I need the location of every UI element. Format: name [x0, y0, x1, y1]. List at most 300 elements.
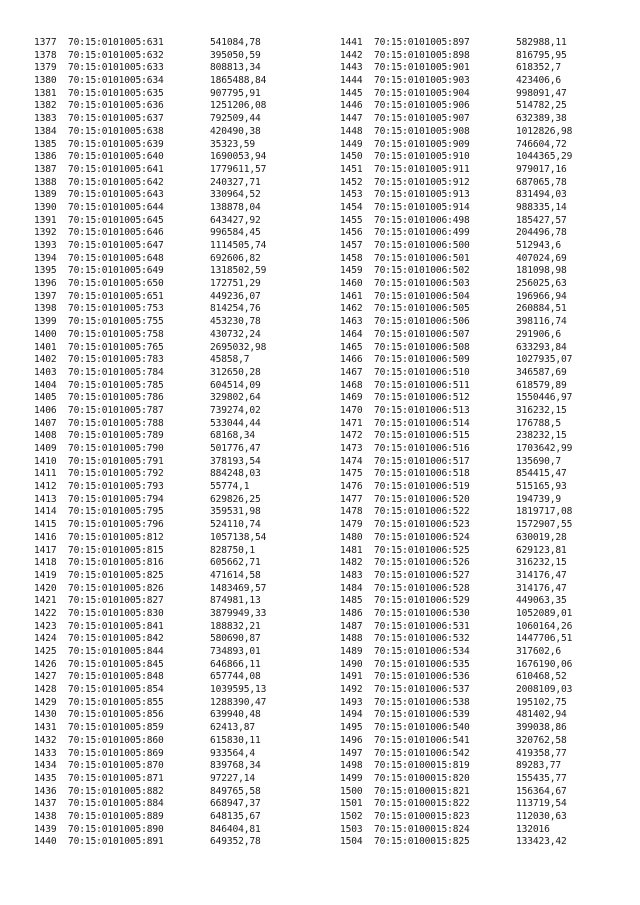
table-row: [34, 405, 310, 418]
cadastral-value: 582988,11: [516, 37, 567, 48]
cadastral-value: 849765,58: [210, 785, 261, 797]
table-row: [340, 633, 616, 646]
row-number: 1419: [34, 569, 57, 581]
cadastral-number: 70:15:0101005:783: [68, 354, 164, 366]
table-row: [34, 557, 310, 570]
row-number: 1488: [340, 633, 363, 645]
table-row: [340, 202, 616, 215]
table-row: [34, 329, 310, 342]
row-number: 1408: [34, 430, 57, 442]
cadastral-number: 70:15:0101005:912: [374, 176, 470, 188]
cadastral-number: 70:15:0101005:830: [68, 607, 164, 619]
table-row: [340, 760, 616, 773]
cadastral-value: 739274,02: [210, 404, 261, 416]
row-number: 1477: [340, 493, 363, 505]
row-number: 1464: [340, 328, 363, 340]
cadastral-value: 633293,84: [516, 341, 567, 353]
row-number: 1422: [34, 607, 57, 619]
cadastral-number: 70:15:0101006:498: [374, 214, 470, 226]
table-row: [34, 342, 310, 355]
cadastral-number: 70:15:0101005:753: [68, 303, 164, 315]
table-row: [34, 151, 310, 164]
table-row: [340, 468, 616, 481]
table-row: [340, 557, 616, 570]
cadastral-number: 70:15:0101006:510: [374, 366, 470, 378]
cadastral-value: 314176,47: [516, 582, 567, 594]
cadastral-number: 70:15:0101006:499: [374, 227, 470, 239]
cadastral-number: 70:15:0101005:651: [68, 290, 164, 302]
cadastral-number: 70:15:0101005:859: [68, 722, 164, 734]
table-row: [340, 519, 616, 532]
table-row: [34, 697, 310, 710]
table-row: [34, 671, 310, 684]
table-row: [340, 126, 616, 139]
table-row: [34, 773, 310, 786]
cadastral-number: 70:15:0101006:540: [374, 722, 470, 734]
cadastral-value: 998091,47: [516, 87, 567, 99]
row-number: 1383: [34, 113, 57, 125]
table-row: [340, 506, 616, 519]
table-row: [340, 177, 616, 190]
table-row: [34, 760, 310, 773]
row-number: 1451: [340, 163, 363, 175]
cadastral-value: 1114505,74: [210, 240, 267, 251]
cadastral-value: 1039595,13: [210, 684, 267, 696]
cadastral-value: 979017,16: [516, 163, 567, 175]
cadastral-number: 70:15:0101005:788: [68, 417, 164, 429]
row-number: 1409: [34, 443, 57, 454]
table-row: [34, 468, 310, 481]
row-number: 1441: [340, 37, 363, 48]
cadastral-value: 330964,52: [210, 189, 261, 201]
cadastral-number: 70:15:0101006:522: [374, 506, 470, 518]
cadastral-number: 70:15:0101005:642: [68, 176, 164, 188]
cadastral-number: 70:15:0101005:860: [68, 734, 164, 746]
cadastral-value: 746604,72: [516, 138, 567, 150]
table-row: [34, 418, 310, 431]
table-row: [34, 177, 310, 190]
cadastral-value: 1779611,57: [210, 163, 267, 175]
cadastral-number: 70:15:0101006:523: [374, 519, 470, 531]
table-row: [34, 253, 310, 266]
cadastral-value: 317602,6: [516, 646, 562, 657]
row-number: 1385: [34, 138, 57, 150]
cadastral-number: 70:15:0101005:639: [68, 138, 164, 150]
cadastral-number: 70:15:0101006:532: [374, 633, 470, 645]
cadastral-value: 1012826,98: [516, 125, 573, 137]
table-row: [340, 405, 616, 418]
cadastral-number: 70:15:0101005:635: [68, 87, 164, 99]
cadastral-number: 70:15:0101005:870: [68, 760, 164, 772]
table-row: [340, 88, 616, 101]
row-number: 1471: [340, 417, 363, 429]
table-row: [340, 392, 616, 405]
row-number: 1444: [340, 75, 363, 87]
table-row: [340, 748, 616, 761]
table-row: [340, 545, 616, 558]
table-row: [340, 481, 616, 494]
cadastral-value: 629826,25: [210, 493, 261, 505]
cadastral-number: 70:15:0101005:882: [68, 785, 164, 797]
cadastral-number: 70:15:0101005:648: [68, 252, 164, 264]
cadastral-number: 70:15:0101006:526: [374, 557, 470, 569]
table-row: [340, 62, 616, 75]
cadastral-number: 70:15:0101006:539: [374, 709, 470, 721]
cadastral-number: 70:15:0101005:855: [68, 696, 164, 708]
cadastral-value: 1483469,57: [210, 582, 267, 594]
cadastral-value: 329802,64: [210, 392, 261, 404]
row-number: 1445: [340, 87, 363, 99]
table-row: [34, 265, 310, 278]
table-row: [340, 303, 616, 316]
row-number: 1388: [34, 176, 57, 188]
table-row: [340, 253, 616, 266]
row-number: 1496: [340, 734, 363, 746]
table-row: [340, 418, 616, 431]
row-number: 1405: [34, 392, 57, 404]
cadastral-value: 988335,14: [516, 201, 567, 213]
cadastral-number: 70:15:0101005:884: [68, 798, 164, 810]
cadastral-number: 70:15:0101006:516: [374, 443, 470, 454]
cadastral-number: 70:15:0101005:765: [68, 341, 164, 353]
cadastral-value: 687065,78: [516, 176, 567, 188]
table-row: [34, 798, 310, 811]
cadastral-value: 643427,92: [210, 214, 261, 226]
row-number: 1503: [340, 823, 363, 835]
row-number: 1483: [340, 569, 363, 581]
table-row: [340, 583, 616, 596]
row-number: 1452: [340, 176, 363, 188]
table-row: [340, 595, 616, 608]
cadastral-value: 256025,63: [516, 278, 567, 290]
row-number: 1504: [340, 836, 363, 848]
row-number: 1473: [340, 443, 363, 454]
cadastral-value: 648135,67: [210, 810, 261, 822]
cadastral-value: 839768,34: [210, 760, 261, 772]
cadastral-number: 70:15:0101005:907: [374, 113, 470, 125]
cadastral-number: 70:15:0101005:789: [68, 430, 164, 442]
cadastral-number: 70:15:0101006:512: [374, 392, 470, 404]
row-number: 1428: [34, 684, 57, 696]
cadastral-value: 792509,44: [210, 113, 261, 125]
cadastral-value: 1550446,97: [516, 392, 573, 404]
row-number: 1498: [340, 760, 363, 772]
table-row: [340, 836, 616, 849]
cadastral-number: 70:15:0101005:897: [374, 37, 470, 48]
cadastral-value: 419358,77: [516, 747, 567, 759]
cadastral-number: 70:15:0101005:890: [68, 823, 164, 835]
cadastral-value: 1027935,07: [516, 354, 573, 366]
row-number: 1432: [34, 734, 57, 746]
table-row: [34, 748, 310, 761]
cadastral-value: 291906,6: [516, 328, 562, 340]
cadastral-number: 70:15:0101005:647: [68, 240, 164, 251]
row-number: 1482: [340, 557, 363, 569]
cadastral-value: 320762,58: [516, 734, 567, 746]
cadastral-number: 70:15:0101005:786: [68, 392, 164, 404]
table-row: [340, 380, 616, 393]
cadastral-number: 70:15:0101005:904: [374, 87, 470, 99]
cadastral-number: 70:15:0101005:796: [68, 519, 164, 531]
table-row: [34, 443, 310, 456]
cadastral-value: 35323,59: [210, 138, 256, 150]
row-number: 1478: [340, 506, 363, 518]
cadastral-number: 70:15:0101005:643: [68, 189, 164, 201]
cadastral-number: 70:15:0101005:644: [68, 201, 164, 213]
cadastral-value: 346587,69: [516, 366, 567, 378]
row-number: 1485: [340, 595, 363, 607]
row-number: 1399: [34, 316, 57, 328]
cadastral-number: 70:15:0101005:785: [68, 379, 164, 391]
cadastral-value: 632389,38: [516, 113, 567, 125]
table-row: [340, 164, 616, 177]
table-row: [34, 836, 310, 849]
cadastral-value: 514782,25: [516, 100, 567, 112]
table-row: [340, 722, 616, 735]
cadastral-number: 70:15:0101006:531: [374, 620, 470, 632]
table-row: [340, 659, 616, 672]
row-number: 1410: [34, 455, 57, 467]
row-number: 1429: [34, 696, 57, 708]
cadastral-value: 533044,44: [210, 417, 261, 429]
row-number: 1501: [340, 798, 363, 810]
row-number: 1479: [340, 519, 363, 531]
cadastral-number: 70:15:0100015:825: [374, 836, 470, 848]
cadastral-number: 70:15:0101006:503: [374, 278, 470, 290]
cadastral-number: 70:15:0101006:528: [374, 582, 470, 594]
cadastral-value: 831494,03: [516, 189, 567, 201]
row-number: 1469: [340, 392, 363, 404]
cadastral-number: 70:15:0101006:538: [374, 696, 470, 708]
cadastral-value: 1060164,26: [516, 620, 573, 632]
row-number: 1449: [340, 138, 363, 150]
cadastral-number: 70:15:0101006:513: [374, 404, 470, 416]
cadastral-number: 70:15:0101006:537: [374, 684, 470, 696]
row-number: 1461: [340, 290, 363, 302]
row-number: 1426: [34, 658, 57, 670]
row-number: 1484: [340, 582, 363, 594]
row-number: 1431: [34, 722, 57, 734]
cadastral-value: 1676190,06: [516, 658, 573, 670]
table-row: [340, 570, 616, 583]
cadastral-value: 260884,51: [516, 303, 567, 315]
cadastral-number: 70:15:0101006:508: [374, 341, 470, 353]
cadastral-number: 70:15:0101005:794: [68, 493, 164, 505]
table-row: [34, 367, 310, 380]
cadastral-value: 605662,71: [210, 557, 261, 569]
table-row: [34, 202, 310, 215]
row-number: 1446: [340, 100, 363, 112]
cadastral-value: 629123,81: [516, 544, 567, 556]
row-number: 1379: [34, 62, 57, 74]
row-number: 1434: [34, 760, 57, 772]
cadastral-value: 399038,86: [516, 722, 567, 734]
row-number: 1413: [34, 493, 57, 505]
row-number: 1380: [34, 75, 57, 87]
table-row: [34, 659, 310, 672]
cadastral-value: 423406,6: [516, 75, 562, 87]
cadastral-number: 70:15:0101006:502: [374, 265, 470, 277]
row-number: 1427: [34, 671, 57, 683]
cadastral-value: 138878,04: [210, 201, 261, 213]
table-row: [340, 342, 616, 355]
cadastral-number: 70:15:0101006:515: [374, 430, 470, 442]
cadastral-number: 70:15:0101005:827: [68, 595, 164, 607]
cadastral-value: 657744,08: [210, 671, 261, 683]
cadastral-value: 874981,13: [210, 595, 261, 607]
table-row: [34, 481, 310, 494]
row-number: 1402: [34, 354, 57, 366]
row-number: 1454: [340, 201, 363, 213]
table-row: [34, 139, 310, 152]
row-number: 1491: [340, 671, 363, 683]
table-row: [340, 621, 616, 634]
table-row: [340, 456, 616, 469]
cadastral-value: 1057138,54: [210, 531, 267, 543]
row-number: 1400: [34, 328, 57, 340]
table-row: [340, 671, 616, 684]
table-row: [340, 278, 616, 291]
row-number: 1497: [340, 747, 363, 759]
row-number: 1414: [34, 506, 57, 518]
cadastral-number: 70:15:0101005:791: [68, 455, 164, 467]
cadastral-number: 70:15:0101005:645: [68, 214, 164, 226]
row-number: 1391: [34, 214, 57, 226]
row-number: 1395: [34, 265, 57, 277]
table-row: [340, 735, 616, 748]
cadastral-value: 1052089,01: [516, 607, 573, 619]
table-row: [34, 608, 310, 621]
table-row: [340, 367, 616, 380]
row-number: 1468: [340, 379, 363, 391]
cadastral-number: 70:15:0101005:795: [68, 506, 164, 518]
cadastral-number: 70:15:0101006:501: [374, 252, 470, 264]
cadastral-value: 55774,1: [210, 481, 250, 493]
row-number: 1456: [340, 227, 363, 239]
cadastral-number: 70:15:0101006:529: [374, 595, 470, 607]
table-row: [34, 583, 310, 596]
row-number: 1487: [340, 620, 363, 632]
row-number: 1403: [34, 366, 57, 378]
cadastral-value: 89283,77: [516, 760, 562, 772]
cadastral-value: 481402,94: [516, 709, 567, 721]
cadastral-number: 70:15:0101005:901: [374, 62, 470, 74]
table-row: [340, 608, 616, 621]
cadastral-value: 615830,11: [210, 734, 261, 746]
cadastral-value: 97227,14: [210, 772, 256, 784]
row-number: 1377: [34, 37, 57, 48]
row-number: 1387: [34, 163, 57, 175]
cadastral-value: 649352,78: [210, 836, 261, 848]
cadastral-value: 501776,47: [210, 443, 261, 454]
table-row: [340, 697, 616, 710]
table-row: [34, 50, 310, 63]
table-row: [34, 735, 310, 748]
row-number: 1453: [340, 189, 363, 201]
row-number: 1502: [340, 810, 363, 822]
row-number: 1398: [34, 303, 57, 315]
cadastral-number: 70:15:0101006:541: [374, 734, 470, 746]
cadastral-value: 176788,5: [516, 417, 562, 429]
cadastral-value: 933564,4: [210, 747, 256, 759]
cadastral-number: 70:15:0101005:784: [68, 366, 164, 378]
cadastral-number: 70:15:0101006:517: [374, 455, 470, 467]
cadastral-value: 668947,37: [210, 798, 261, 810]
row-number: 1489: [340, 646, 363, 657]
table-row: [34, 684, 310, 697]
cadastral-number: 70:15:0101005:640: [68, 151, 164, 163]
row-number: 1438: [34, 810, 57, 822]
table-row: [34, 646, 310, 659]
cadastral-number: 70:15:0101005:906: [374, 100, 470, 112]
cadastral-value: 172751,29: [210, 278, 261, 290]
cadastral-number: 70:15:0101005:633: [68, 62, 164, 74]
row-number: 1386: [34, 151, 57, 163]
cadastral-value: 1703642,99: [516, 443, 573, 454]
cadastral-number: 70:15:0101005:649: [68, 265, 164, 277]
row-number: 1390: [34, 201, 57, 213]
cadastral-number: 70:15:0101006:506: [374, 316, 470, 328]
row-number: 1466: [340, 354, 363, 366]
row-number: 1455: [340, 214, 363, 226]
table-row: [34, 494, 310, 507]
cadastral-value: 814254,76: [210, 303, 261, 315]
row-number: 1396: [34, 278, 57, 290]
table-row: [34, 126, 310, 139]
cadastral-value: 359531,98: [210, 506, 261, 518]
table-row: [340, 37, 616, 50]
table-row: [340, 824, 616, 837]
cadastral-value: 378193,54: [210, 455, 261, 467]
cadastral-number: 70:15:0101006:542: [374, 747, 470, 759]
table-row: [34, 215, 310, 228]
table-row: [34, 722, 310, 735]
left-column: [34, 37, 310, 849]
table-row: [34, 633, 310, 646]
row-number: 1425: [34, 646, 57, 657]
cadastral-number: 70:15:0101005:871: [68, 772, 164, 784]
row-number: 1424: [34, 633, 57, 645]
row-number: 1500: [340, 785, 363, 797]
row-number: 1472: [340, 430, 363, 442]
table-row: [34, 75, 310, 88]
cadastral-value: 1819717,08: [516, 506, 573, 518]
cadastral-number: 70:15:0101005:898: [374, 49, 470, 61]
cadastral-number: 70:15:0101005:856: [68, 709, 164, 721]
cadastral-number: 70:15:0101006:500: [374, 240, 470, 251]
row-number: 1480: [340, 531, 363, 543]
cadastral-value: 194739,9: [516, 493, 562, 505]
cadastral-number: 70:15:0100015:824: [374, 823, 470, 835]
cadastral-number: 70:15:0101006:535: [374, 658, 470, 670]
cadastral-value: 2695032,98: [210, 341, 267, 353]
row-number: 1412: [34, 481, 57, 493]
cadastral-number: 70:15:0100015:822: [374, 798, 470, 810]
cadastral-number: 70:15:0101005:815: [68, 544, 164, 556]
cadastral-number: 70:15:0101005:634: [68, 75, 164, 87]
cadastral-value: 316232,15: [516, 557, 567, 569]
cadastral-value: 449236,07: [210, 290, 261, 302]
table-row: [340, 100, 616, 113]
table-row: [34, 392, 310, 405]
table-row: [340, 291, 616, 304]
cadastral-value: 398116,74: [516, 316, 567, 328]
cadastral-number: 70:15:0101005:790: [68, 443, 164, 454]
table-row: [340, 265, 616, 278]
table-row: [34, 88, 310, 101]
row-number: 1406: [34, 404, 57, 416]
cadastral-value: 62413,87: [210, 722, 256, 734]
